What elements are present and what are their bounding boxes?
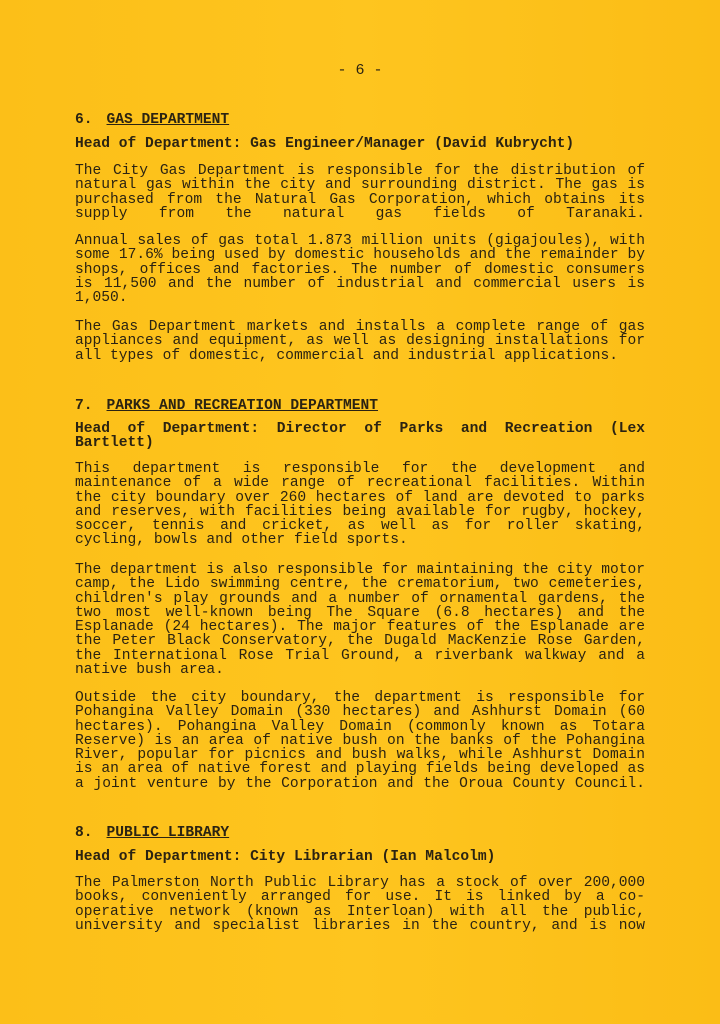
head-line: Head of Department: Gas Engineer/Manager (David Kubrycht) bbox=[75, 136, 575, 152]
text-line: The Gas Department markets and installs a complete range of gas bbox=[75, 319, 645, 335]
text-line: purchased from the Natural Gas Corporation, which obtains its bbox=[75, 191, 645, 208]
text-line: appliances and equipment, as well as designing installations for bbox=[75, 333, 645, 350]
paragraph bbox=[75, 876, 645, 933]
text-line: the Peter Black Conservatory, the Dugald MacKenzie Rose Garden, bbox=[75, 633, 645, 650]
section-title: GAS DEPARTMENT bbox=[106, 112, 230, 128]
text-line: River, popular for picnics and bush walks, while Ashhurst Domain bbox=[75, 747, 645, 764]
text-line: The Palmerston North Public Library has a stock of over 200,000 bbox=[75, 875, 645, 891]
page-number: - 6 - bbox=[337, 62, 383, 79]
text-line: a joint venture by the Corporation and the Oroua County Council. bbox=[75, 775, 645, 792]
text-line: all types of domestic, commercial and industrial applications. bbox=[75, 347, 618, 364]
section-number: 7. bbox=[75, 398, 93, 414]
text-line: hectares). Pohangina Valley Domain (commonly known as Totara bbox=[75, 718, 645, 735]
paragraph bbox=[75, 234, 645, 305]
section-number: 6. bbox=[75, 112, 93, 128]
text-line: and reserves, with facilities being available for rugby, hockey, bbox=[75, 503, 645, 520]
text-line: The City Gas Department is responsible for the distribution of bbox=[75, 163, 645, 179]
text-line: operative network (known as Interloan) with all the public, bbox=[75, 903, 645, 920]
text-line: This department is responsible for the development and bbox=[75, 461, 645, 477]
paragraph bbox=[75, 563, 645, 677]
text-line: the International Rose Trial Ground, a riverbank walkway and a bbox=[75, 647, 645, 664]
text-line: Outside the city boundary, the department is responsible for bbox=[75, 690, 645, 706]
paragraph bbox=[75, 691, 645, 791]
text-line: Annual sales of gas total 1.873 million units (gigajoules), with bbox=[75, 233, 645, 249]
text-line: books, conveniently arranged for use. It is linked by a co- bbox=[75, 889, 645, 906]
text-line: Reserve) is an area of native bush on the banks of the Pohangina bbox=[75, 732, 645, 749]
text-line: Pohangina Valley Domain (330 hectares) and Ashhurst Domain (60 bbox=[75, 704, 645, 721]
text-line: some 17.6% being used by domestic households and the remainder by bbox=[75, 247, 645, 264]
paragraph bbox=[75, 320, 645, 363]
text-line: cycling, bowls and other field sports. bbox=[75, 532, 408, 549]
head-of-department bbox=[75, 850, 645, 864]
head-line: Head of Department: City Librarian (Ian Malcolm) bbox=[75, 849, 496, 865]
paragraph bbox=[75, 462, 645, 548]
text-line: the city boundary over 260 hectares of land are devoted to parks bbox=[75, 489, 645, 506]
text-line: 1,050. bbox=[75, 290, 128, 307]
text-line: soccer, tennis and cricket, as well as for roller skating, bbox=[75, 518, 645, 535]
head-line: Bartlett) bbox=[75, 435, 154, 452]
text-line: is 11,500 and the number of industrial and commercial users is bbox=[75, 275, 645, 292]
text-line: children's play grounds and a number of ornamental gardens, the bbox=[75, 590, 645, 607]
head-of-department bbox=[75, 137, 645, 151]
section-heading bbox=[75, 398, 378, 414]
text-line: The department is also responsible for maintaining the city motor bbox=[75, 562, 645, 578]
text-line: maintenance of a wide range of recreational facilities. Within bbox=[75, 475, 645, 492]
text-line: Esplanade (24 hectares). The major features of the Esplanade are bbox=[75, 619, 645, 636]
head-of-department bbox=[75, 422, 645, 451]
text-line: shops, offices and factories. The number of domestic consumers bbox=[75, 261, 645, 278]
head-line: Head of Department: Director of Parks and Recreation (Lex bbox=[75, 421, 645, 437]
section-title: PARKS AND RECREATION DEPARTMENT bbox=[106, 398, 379, 414]
paragraph bbox=[75, 164, 645, 221]
text-line: is an area of native forest and playing fields being developed as bbox=[75, 761, 645, 778]
section-heading bbox=[75, 825, 229, 841]
text-line: two most well-known being The Square (6.8 hectares) and the bbox=[75, 604, 645, 621]
section-heading bbox=[75, 112, 229, 128]
text-line: supply from the natural gas fields of Taranaki. bbox=[75, 205, 645, 222]
text-line: university and specialist libraries in the country, and is now bbox=[75, 917, 645, 934]
text-line: native bush area. bbox=[75, 662, 224, 679]
text-line: natural gas within the city and surrounding district. The gas is bbox=[75, 177, 645, 194]
section-number: 8. bbox=[75, 825, 93, 841]
section-title: PUBLIC LIBRARY bbox=[106, 825, 230, 841]
text-line: camp, the Lido swimming centre, the crematorium, two cemeteries, bbox=[75, 576, 645, 593]
